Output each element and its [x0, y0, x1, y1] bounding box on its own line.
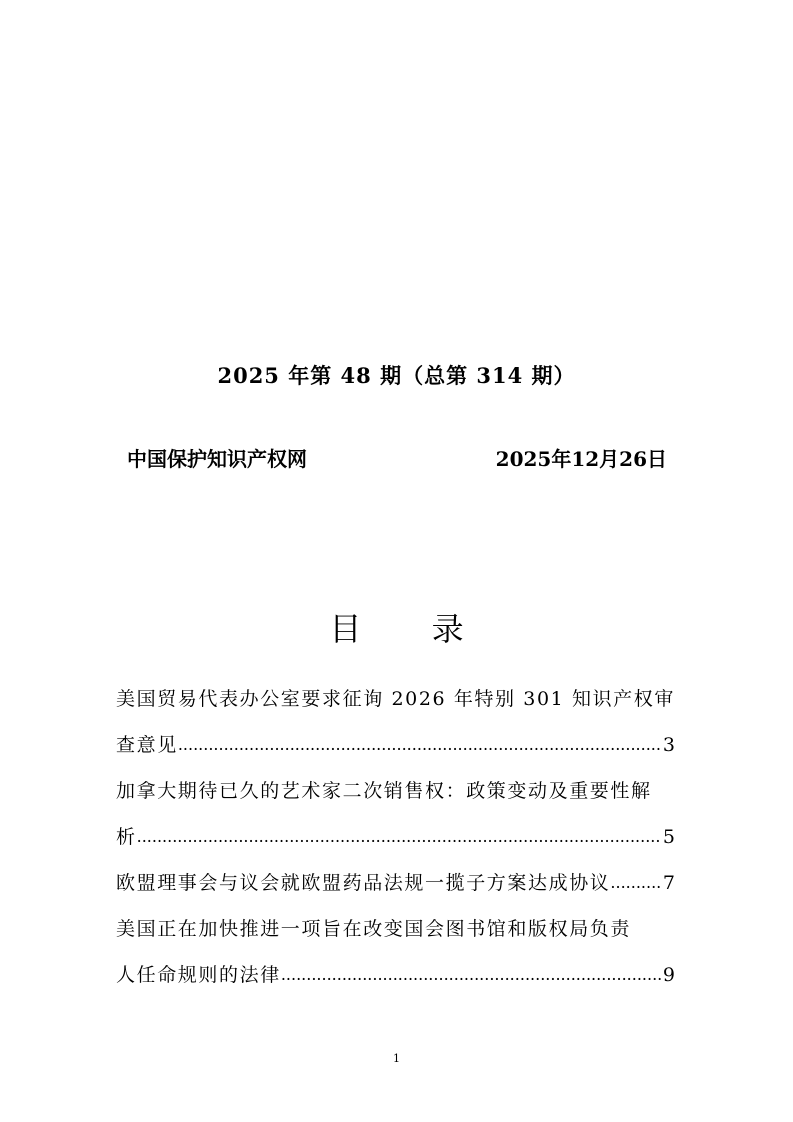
toc-entry-last-line	[116, 860, 675, 906]
toc-page-number: 5	[662, 826, 675, 848]
publisher-name: 中国保护知识产权网	[127, 447, 307, 471]
toc-entry-3[interactable]	[116, 860, 675, 906]
publication-date: 2025年12月26日	[495, 447, 667, 471]
toc-entry-2[interactable]	[116, 768, 675, 860]
toc-page-number: 7	[662, 872, 675, 894]
toc-entry-title-end: 析	[116, 826, 137, 848]
toc-entry-last-line	[116, 722, 675, 768]
toc-entry-1[interactable]	[116, 676, 675, 768]
publication-meta	[127, 443, 667, 475]
toc-entry-4[interactable]	[116, 906, 675, 998]
table-of-contents	[116, 676, 675, 998]
toc-entry-title-end: 查意见	[116, 734, 178, 756]
dot-leader	[281, 952, 661, 998]
toc-entry-title-line: 美国贸易代表办公室要求征询 2026 年特别 301 知识产权审	[116, 688, 675, 710]
issue-number: 2025 年第 48 期（总第 314 期）	[217, 363, 576, 388]
toc-entry-title-line: 美国正在加快推进一项旨在改变国会图书馆和版权局负责	[116, 918, 632, 940]
toc-page-number: 3	[662, 734, 675, 756]
dot-leader	[610, 860, 661, 906]
toc-entry-last-line	[116, 952, 675, 998]
toc-entry-title-end: 人任命规则的法律	[116, 964, 281, 986]
dot-leader	[178, 722, 661, 768]
toc-entry-last-line	[116, 814, 675, 860]
toc-title: 目 录	[329, 610, 494, 648]
toc-page-number: 9	[662, 964, 675, 986]
toc-entry-title-end: 欧盟理事会与议会就欧盟药品法规一揽子方案达成协议	[116, 872, 611, 894]
dot-leader	[137, 814, 661, 860]
page-number: 1	[393, 1052, 400, 1065]
toc-entry-title-line: 加拿大期待已久的艺术家二次销售权：政策变动及重要性解	[116, 780, 652, 802]
